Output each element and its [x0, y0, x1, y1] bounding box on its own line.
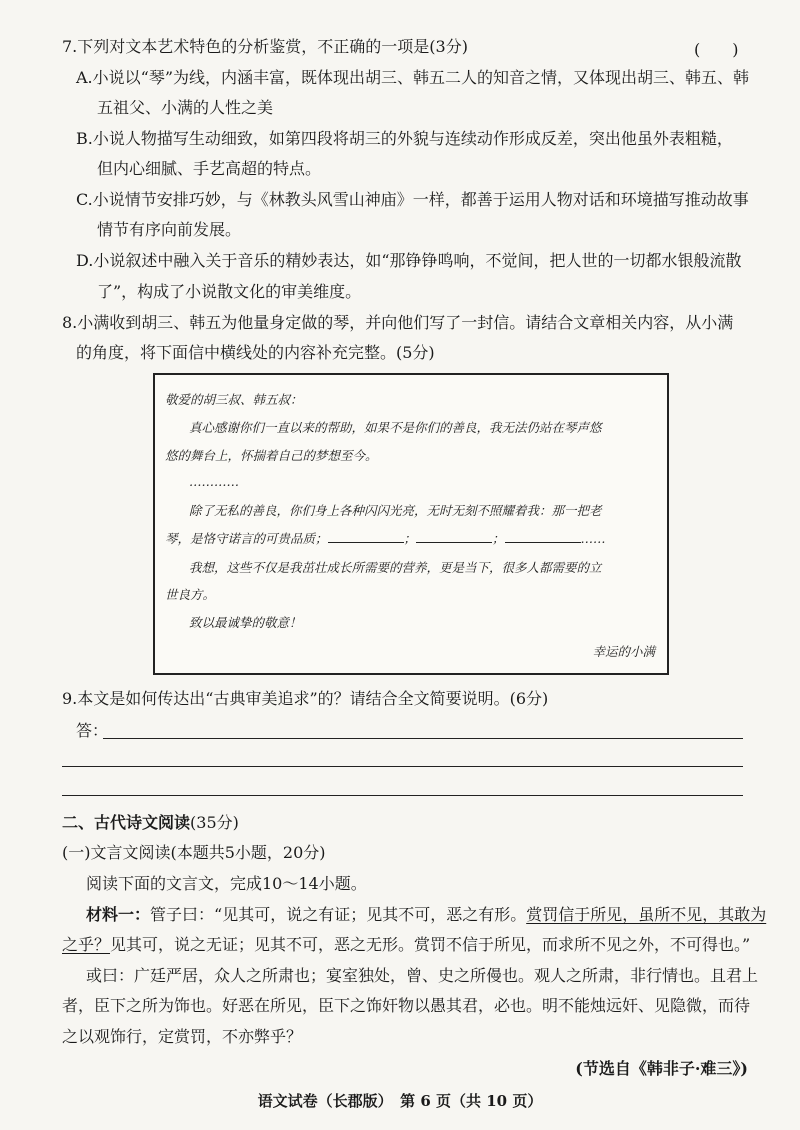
letter-para2-line2 [165, 530, 606, 548]
letter-para3-line1: 我想，这些不仅是我茁壮成长所需要的营养，更是当下，很多人都需要的立 [189, 560, 602, 575]
q7-option-a-line1: A.小说以“琴”为线，内涵丰富，既体现出胡三、韩五二人的知音之情，又体现出胡三、韩五、韩 [76, 68, 750, 87]
letter-para1-line1: 真心感谢你们一直以来的帮助，如果不是你们的善良，我无法仍站在琴声悠 [189, 420, 602, 435]
passage-para2-line2: 者，臣下之所为饰也。好恶在所见，臣下之饰奸物以愚其君，必也。明不能烛远奸、见隐微，而待 [62, 996, 751, 1015]
section2-subtitle: (一)文言文阅读(本题共5小题，20分) [62, 843, 326, 862]
q7-option-c-line2: 情节有序向前发展。 [97, 220, 242, 239]
fill-blank-1[interactable] [328, 530, 404, 543]
letter-para2-start: 琴，是恪守诺言的可贵品质； [165, 531, 328, 546]
q7-option-c-line1: C.小说情节安排巧妙，与《林教头风雪山神庙》一样，都善于运用人物对话和环境描写推动故事 [76, 190, 749, 209]
letter-para3-line2: 世良方。 [165, 587, 216, 602]
material1-line2 [62, 934, 750, 956]
material1-text-a: 管子曰：“见其可，说之有证；见其不可，恶之有形。 [150, 905, 527, 924]
letter-para2-end: …… [580, 531, 606, 546]
material1-underlined-b: 之乎？ [62, 935, 111, 954]
q7-option-d-line2: 了”，构成了小说散文化的审美维度。 [97, 282, 362, 301]
letter-para1-line2: 悠的舞台上，怀揣着自己的梦想至今。 [165, 448, 378, 463]
page-footer: 语文试卷（长郡版） 第 6 页（共 10 页） [257, 1092, 543, 1110]
letter-blank-sep-1: ； [403, 531, 417, 546]
q7-option-d-line1: D.小说叙述中融入关于音乐的精妙表达，如“那铮铮鸣响，不觉间，把人世的一切都水银般流散 [76, 251, 742, 270]
section2-title: 二、古代诗文阅读 [62, 813, 191, 832]
passage-para2-line1: 或曰：广廷严居，众人之所肃也；宴室独处，曾、史之所僈也。观人之所肃，非行情也。且君上 [86, 966, 759, 985]
q7-answer-paren: ( ) [694, 40, 739, 59]
q9-stem: 9.本文是如何传达出“古典审美追求”的？请结合全文简要说明。(6分) [62, 689, 549, 708]
material1-line1 [86, 904, 766, 926]
letter-para2-line1: 除了无私的善良，你们身上各种闪闪光亮，无时无刻不照耀着我：那一把老 [189, 503, 602, 518]
passage-para2-line3: 之以观饰行，定赏罚，不亦弊乎？ [62, 1027, 303, 1046]
fill-blank-3[interactable] [505, 530, 581, 543]
answer-line-2[interactable] [62, 766, 743, 767]
q8-stem-line2: 的角度，将下面信中横线处的内容补充完整。(5分) [76, 343, 435, 362]
letter-signature: 幸运的小满 [592, 644, 655, 659]
q7-stem: 7.下列对文本艺术特色的分析鉴赏，不正确的一项是(3分) [62, 37, 468, 56]
section2-score: (35分) [190, 813, 239, 832]
q8-stem-line1: 8.小满收到胡三、韩五为他量身定做的琴，并向他们写了一封信。请结合文章相关内容，从小满 [62, 313, 734, 332]
letter-blank-sep-2: ； [492, 531, 505, 546]
q7-option-b-line1: B.小说人物描写生动细致，如第四段将胡三的外貌与连续动作形成反差，突出他虽外表粗糙， [76, 129, 733, 148]
letter-ellipsis: ………… [189, 474, 239, 489]
passage-source: (节选自《韩非子·难三》) [575, 1059, 748, 1078]
section2-heading [62, 812, 239, 834]
letter-closing: 致以最诚挚的敬意！ [189, 615, 302, 630]
material1-text-b: 见其可，说之无证；见其不可，恶之无形。赏罚不信于所见，而求所不见之外，不可得也。” [110, 935, 751, 954]
fill-blank-2[interactable] [416, 530, 492, 543]
q7-option-a-line2: 五祖父、小满的人性之美 [97, 98, 274, 117]
material1-underlined-a: 赏罚信于所见，虽所不见，其敢为 [526, 905, 767, 924]
material1-label: 材料一： [86, 905, 151, 924]
answer-line-3[interactable] [62, 795, 743, 796]
q7-option-b-line2: 但内心细腻、手艺高超的特点。 [97, 159, 322, 178]
letter-box [153, 373, 669, 675]
answer-line-1[interactable] [103, 738, 743, 739]
letter-greeting: 敬爱的胡三叔、韩五叔： [165, 392, 303, 407]
q9-answer-label: 答： [76, 721, 109, 740]
section2-instruction: 阅读下面的文言文，完成10～14小题。 [86, 874, 367, 893]
